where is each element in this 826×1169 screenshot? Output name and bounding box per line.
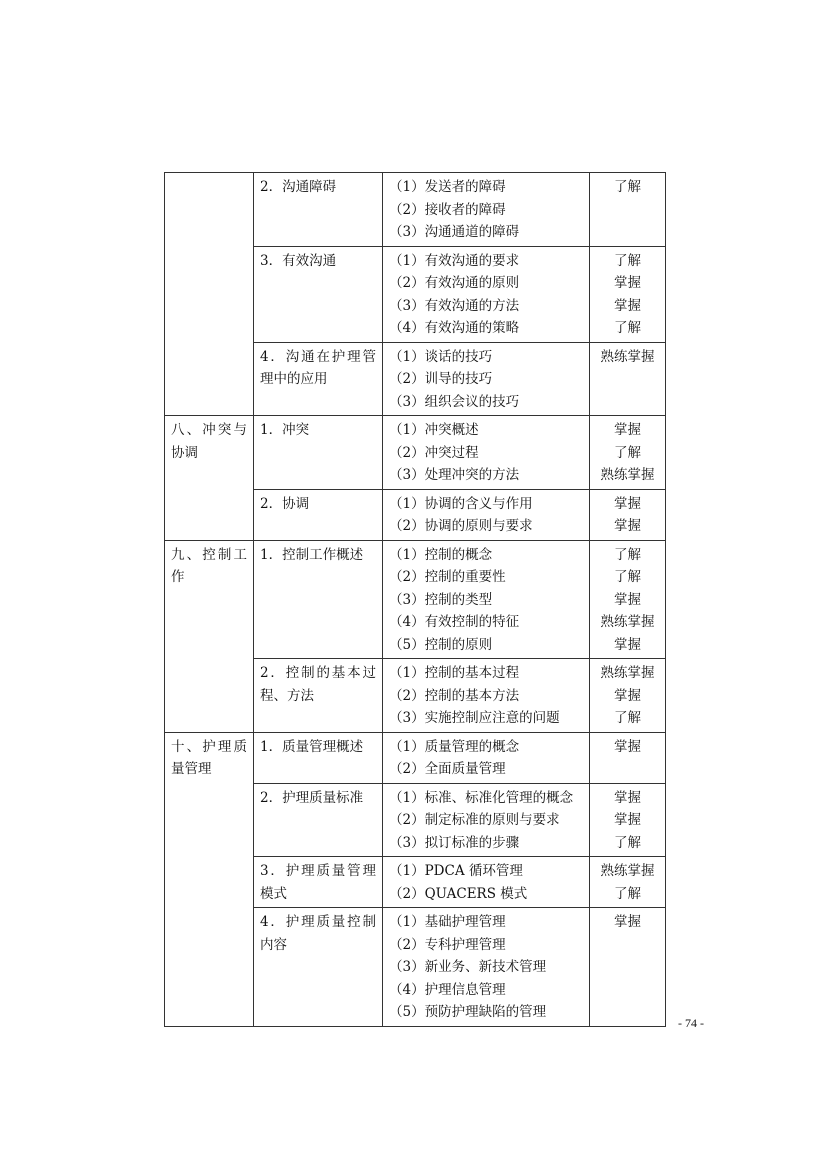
item-line: （3）实施控制应注意的问题 [389,710,560,726]
requirement-line: 掌握 [614,297,641,314]
requirement-cell [590,659,666,733]
item-line: （5）预防护理缺陷的管理 [389,1004,547,1020]
items-cell [383,342,590,416]
topic-cell: 八、冲突与协调 [165,416,254,541]
item-line: （1）标准、标准化管理的概念 [389,789,574,806]
topic-cell [165,173,254,416]
requirement-line: 熟练掌握 [600,614,655,630]
item-line: （1）发送者的障碍 [389,179,506,195]
item-line: （3）沟通通道的障碍 [389,224,520,240]
topic-cell: 十、护理质量管理 [165,732,254,1026]
subtopic-cell: 3．护理质量管理模式 [254,857,383,908]
items-cell [383,659,590,733]
page-number: - 74 - [678,1016,704,1030]
requirement-cell [590,416,666,490]
item-line: （1）质量管理的概念 [389,738,520,755]
requirement-line: 熟练掌握 [600,467,655,483]
item-line: （4）有效沟通的策略 [389,320,520,336]
subtopic-cell: 4．沟通在护理管理中的应用 [254,342,383,416]
requirement-line: 掌握 [614,495,641,512]
requirement-line: 掌握 [614,636,641,653]
subtopic-cell: 2．沟通障碍 [254,173,383,247]
subtopic-cell: 2．控制的基本过程、方法 [254,659,383,733]
requirement-cell [590,783,666,857]
subtopic-cell: 2．协调 [254,489,383,540]
subtopic-cell: 3．有效沟通 [254,246,383,342]
table-row [165,173,666,247]
requirement-line: 了解 [614,885,641,902]
items-cell [383,732,590,783]
item-line: （3）组织会议的技巧 [389,393,520,410]
table-row [165,416,666,490]
items-cell [383,416,590,490]
item-line: （1）控制的概念 [389,546,493,563]
requirement-line: 掌握 [614,275,641,291]
items-cell [383,540,590,659]
requirement-line: 掌握 [614,738,641,755]
items-cell [383,489,590,540]
item-line: （3）处理冲突的方法 [389,467,520,483]
item-line: （2）接收者的障碍 [389,201,506,218]
items-cell [383,908,590,1027]
subtopic-cell: 4．护理质量控制内容 [254,908,383,1027]
subtopic-cell: 1．质量管理概述 [254,732,383,783]
items-cell [383,246,590,342]
item-line: （2）冲突过程 [389,444,479,461]
requirement-line: 了解 [614,179,641,195]
requirement-line: 掌握 [614,914,641,930]
item-line: （1）PDCA 循环管理 [389,863,523,879]
subtopic-cell: 2．护理质量标准 [254,783,383,857]
requirement-cell [590,908,666,1027]
item-line: （3）控制的类型 [389,591,493,608]
requirement-line: 掌握 [614,591,641,608]
items-cell [383,857,590,908]
requirement-line: 掌握 [614,789,641,806]
requirement-line: 了解 [614,569,641,585]
item-line: （2）协调的原则与要求 [389,518,533,534]
requirement-line: 掌握 [614,812,641,828]
item-line: （3）新业务、新技术管理 [389,959,547,975]
requirement-line: 掌握 [614,422,641,438]
requirement-cell [590,857,666,908]
requirement-line: 了解 [614,252,641,269]
requirement-line: 了解 [614,320,641,336]
subtopic-cell: 1．控制工作概述 [254,540,383,659]
table-row [165,540,666,659]
requirement-line: 了解 [614,444,641,461]
requirement-line: 掌握 [614,687,641,704]
item-line: （2）QUACERS 模式 [389,885,528,902]
syllabus-table [164,172,666,1027]
item-line: （1）控制的基本过程 [389,665,520,681]
item-line: （1）冲突概述 [389,422,479,438]
item-line: （4）有效控制的特征 [389,614,520,630]
requirement-line: 熟练掌握 [600,665,655,681]
requirement-line: 熟练掌握 [600,863,655,879]
item-line: （2）制定标准的原则与要求 [389,812,560,828]
item-line: （2）训导的技巧 [389,371,493,387]
requirement-cell [590,540,666,659]
requirement-line: 熟练掌握 [600,348,655,365]
items-cell [383,783,590,857]
item-line: （1）有效沟通的要求 [389,252,520,269]
requirement-cell [590,732,666,783]
requirement-line: 了解 [614,834,641,851]
requirement-cell [590,246,666,342]
item-line: （2）控制的重要性 [389,569,506,585]
item-line: （2）专科护理管理 [389,936,506,953]
requirement-line: 了解 [614,710,641,726]
item-line: （1）基础护理管理 [389,914,506,930]
item-line: （1）谈话的技巧 [389,348,493,365]
item-line: （3）有效沟通的方法 [389,297,520,314]
item-line: （5）控制的原则 [389,636,493,653]
requirement-cell [590,173,666,247]
item-line: （1）协调的含义与作用 [389,495,533,512]
subtopic-cell: 1．冲突 [254,416,383,490]
table-row [165,732,666,783]
topic-cell: 九、控制工作 [165,540,254,732]
items-cell [383,173,590,247]
requirement-line: 掌握 [614,518,641,534]
requirement-line: 了解 [614,546,641,563]
item-line: （2）控制的基本方法 [389,687,520,704]
item-line: （3）拟订标准的步骤 [389,834,520,851]
item-line: （2）有效沟通的原则 [389,275,520,291]
requirement-cell [590,342,666,416]
requirement-cell [590,489,666,540]
item-line: （2）全面质量管理 [389,761,506,777]
item-line: （4）护理信息管理 [389,981,506,998]
